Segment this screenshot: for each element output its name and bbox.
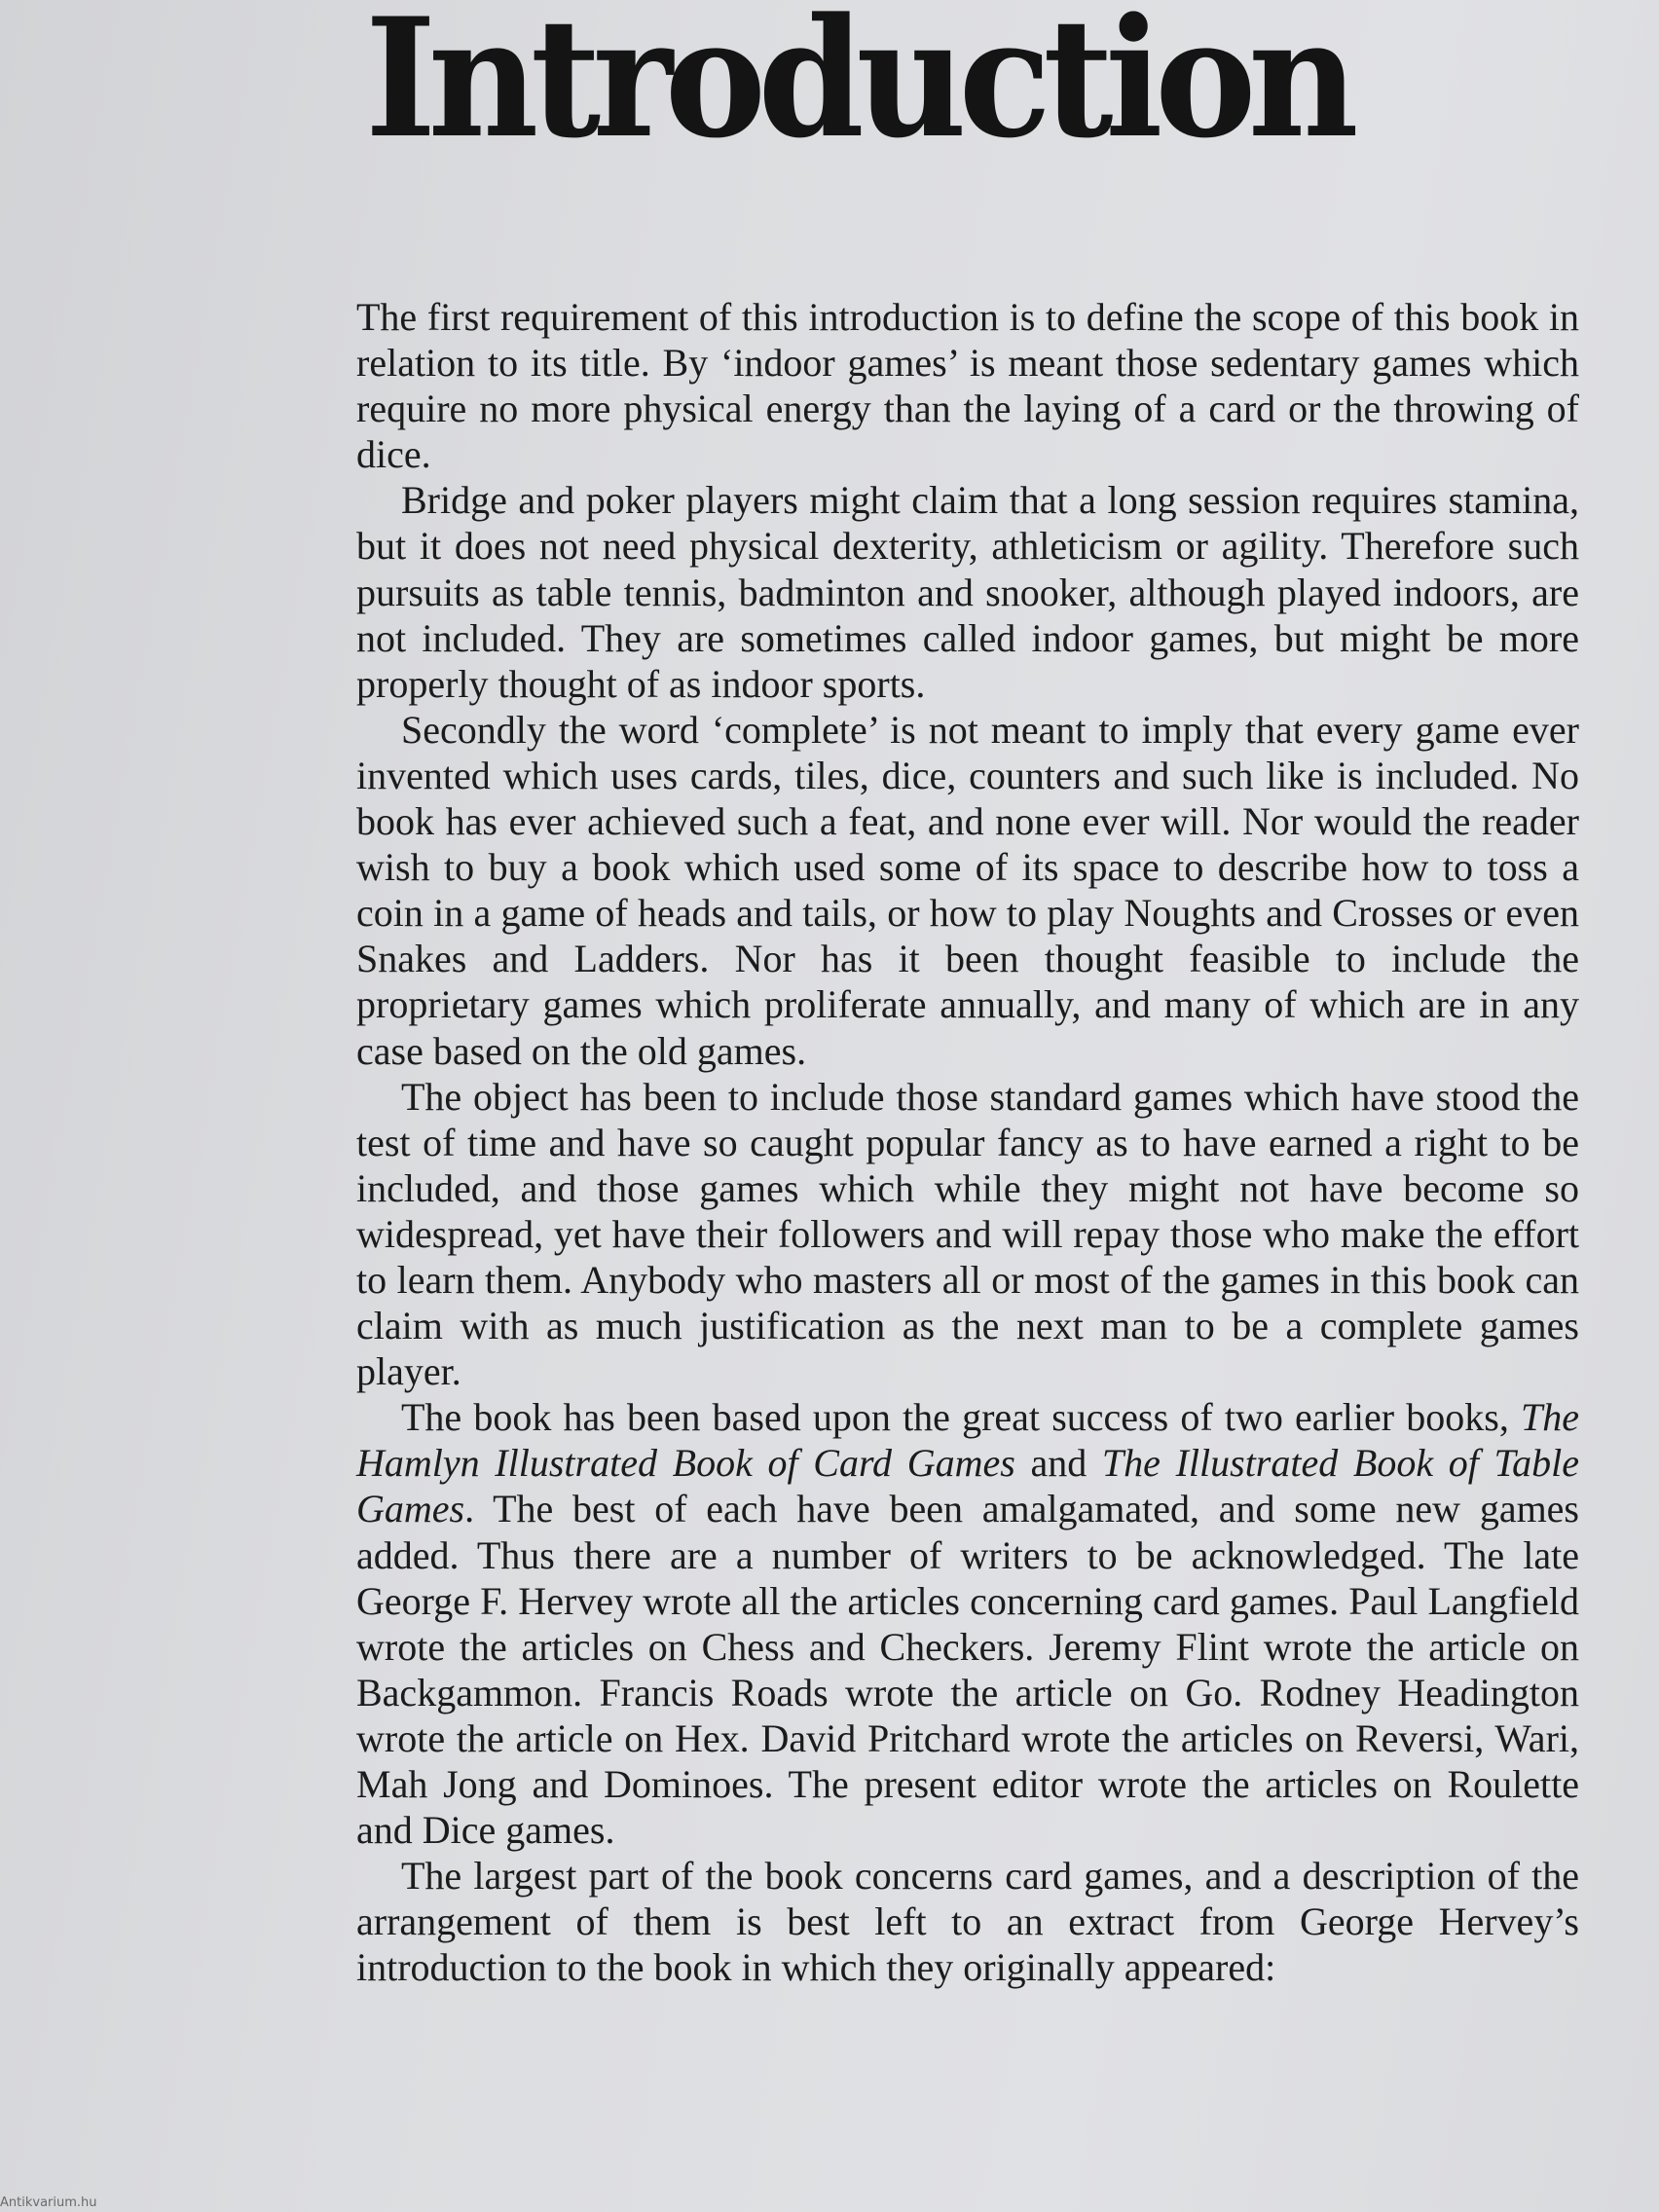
book-title-italic: The Illustrated Book of Table Games	[356, 1441, 1579, 1531]
paragraph	[356, 477, 1579, 706]
paragraph	[356, 294, 1579, 477]
paragraph-text: Secondly the word ‘complete’ is not meant to imply that every game ever invented which uses cards, tiles, dice, counters and such like is included. No book has ever achieved such a feat, and none ever will. Nor would the reader wish to buy a book which used some of its space to describe how to toss a coin in a game of heads and tails, or how to play Noughts and Crosses or even Snakes and Ladders. Nor has it been thought feasible to include the proprietary games which proliferate annually, and many of which are in any case based on the old games.	[356, 707, 1579, 1073]
paragraph-text: The largest part of the book concerns card games, and a description of the arrangement of them is best left to an extract from George Hervey’s introduction to the book in which they originally appeared:	[356, 1854, 1579, 1990]
paragraph-text: The object has been to include those standard games which have stood the test of time and have so caught popular fancy as to have earned a right to be included, and those games which while they might not have become so widespread, yet have their followers and will repay those who make the effort to learn them. Anybody who masters all or most of the games in this book can claim with as much justification as the next man to be a complete games player.	[356, 1074, 1579, 1394]
paragraph-text: Bridge and poker players might claim that a long session requires stamina, but it does not need physical dexterity, athleticism or agility. Therefore such pursuits as table tennis, badminton and snooker, although played indoors, are not included. They are sometimes called indoor games, but might be more properly thought of as indoor sports.	[356, 478, 1579, 706]
paragraph	[356, 1853, 1579, 1990]
page-title: Introduction	[365, 0, 1351, 174]
paragraph-text: and	[1014, 1441, 1102, 1486]
watermark: Antikvarium.hu	[0, 2195, 97, 2210]
book-title-italic: The Hamlyn Illustrated Book of Card Games	[356, 1395, 1579, 1486]
paragraph	[356, 1074, 1579, 1395]
paragraph-text: The first requirement of this introduction is to define the scope of this book in relation to its title. By ‘indoor games’ is meant those sedentary games which require no more physical energy than the laying of a card or the throwing of dice.	[356, 295, 1579, 477]
paragraph-text: . The best of each have been amalgamated, and some new games added. Thus there are a number of writers to be acknowledged. The late George F. Hervey wrote all the articles concerning card games. Paul Langfield wrote the articles on Chess and Checkers. Jeremy Flint wrote the article on Backgammon. Francis Roads wrote the article on Go. Rodney Headington wrote the article on Hex. David Pritchard wrote the articles on Reversi, Wari, Mah Jong and Dominoes. The present editor wrote the articles on Roulette and Dice games.	[356, 1487, 1579, 1853]
paragraph	[356, 707, 1579, 1074]
body-text	[356, 294, 1579, 1990]
paragraph	[356, 1394, 1579, 1853]
paragraph-text: The book has been based upon the great success of two earlier books,	[401, 1395, 1521, 1440]
